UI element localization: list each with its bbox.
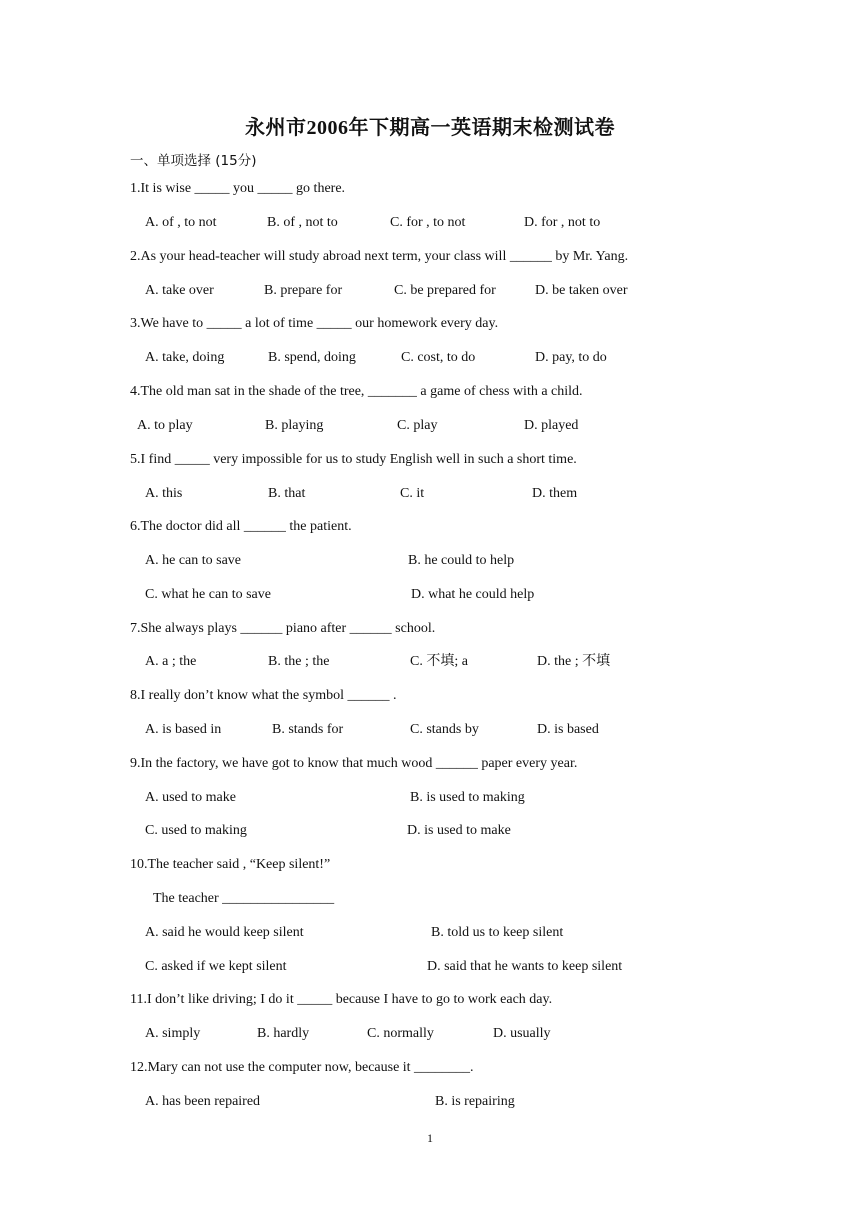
option-a: A. used to make	[145, 790, 236, 805]
option-d: D. the ; 不填	[537, 654, 611, 669]
option-d: D. usually	[493, 1026, 551, 1041]
section-heading: 一、单项选择 (15分)	[130, 153, 257, 169]
option-b: B. that	[268, 486, 306, 501]
option-d: D. what he could help	[411, 587, 535, 602]
option-b: B. prepare for	[264, 283, 343, 298]
question-5-stem: 5.I find _____ very impossible for us to study English well in such a short time.	[130, 452, 577, 467]
option-c: C. stands by	[410, 722, 479, 737]
question-2-stem: 2.As your head-teacher will study abroad next term, your class will ______ by Mr. Yang.	[130, 249, 629, 264]
option-b: B. the ; the	[268, 654, 330, 669]
option-d: D. them	[532, 486, 578, 501]
option-b: B. stands for	[272, 722, 344, 737]
question-12-stem: 12.Mary can not use the computer now, because it ________.	[130, 1060, 474, 1075]
option-b: B. is repairing	[435, 1094, 515, 1109]
question-6-stem: 6.The doctor did all ______ the patient.	[130, 519, 352, 534]
question-3-stem: 3.We have to _____ a lot of time _____ our homework every day.	[130, 316, 499, 331]
option-d: D. said that he wants to keep silent	[427, 959, 623, 974]
option-b: B. of , not to	[267, 215, 338, 230]
option-c: C. normally	[367, 1026, 434, 1041]
option-c: C. for , to not	[390, 215, 466, 230]
option-d: D. pay, to do	[535, 350, 607, 365]
option-c: C. it	[400, 486, 425, 501]
question-10-sub: The teacher ________________	[153, 891, 335, 906]
option-a: A. to play	[137, 418, 193, 433]
option-a: A. is based in	[145, 722, 222, 737]
option-b: B. is used to making	[410, 790, 525, 805]
option-b: B. he could to help	[408, 553, 515, 568]
option-a: A. take over	[145, 283, 214, 298]
option-d: D. for , not to	[524, 215, 601, 230]
question-4-stem: 4.The old man sat in the shade of the tree, _______ a game of chess with a child.	[130, 384, 583, 399]
question-11-stem: 11.I don’t like driving; I do it _____ because I have to go to work each day.	[130, 992, 553, 1007]
option-a: A. this	[145, 486, 183, 501]
page-number: 1	[427, 1131, 433, 1145]
question-7-stem: 7.She always plays ______ piano after ______ school.	[130, 621, 436, 636]
option-c: C. asked if we kept silent	[145, 959, 287, 974]
question-10-stem: 10.The teacher said , “Keep silent!”	[130, 857, 331, 872]
option-c: C. be prepared for	[394, 283, 496, 298]
option-a: A. he can to save	[145, 553, 242, 568]
option-a: A. a ; the	[145, 654, 197, 669]
option-c: C. what he can to save	[145, 587, 271, 602]
question-1-stem: 1.It is wise _____ you _____ go there.	[130, 181, 346, 196]
question-8-stem: 8.I really don’t know what the symbol ______ .	[130, 688, 397, 703]
option-a: A. said he would keep silent	[145, 925, 304, 940]
option-d: D. is used to make	[407, 823, 511, 838]
option-c: C. 不填; a	[410, 654, 468, 669]
option-d: D. is based	[537, 722, 599, 737]
option-a: A. take, doing	[145, 350, 225, 365]
option-d: D. played	[524, 418, 579, 433]
option-d: D. be taken over	[535, 283, 628, 298]
option-c: C. play	[397, 418, 438, 433]
exam-title: 永州市2006年下期高一英语期末检测试卷	[245, 117, 615, 139]
option-b: B. playing	[265, 418, 324, 433]
option-a: A. of , to not	[145, 215, 217, 230]
option-a: A. has been repaired	[145, 1094, 261, 1109]
question-9-stem: 9.In the factory, we have got to know that much wood ______ paper every year.	[130, 756, 578, 771]
option-b: B. told us to keep silent	[431, 925, 564, 940]
option-c: C. used to making	[145, 823, 247, 838]
option-b: B. spend, doing	[268, 350, 356, 365]
option-a: A. simply	[145, 1026, 201, 1041]
option-b: B. hardly	[257, 1026, 310, 1041]
option-c: C. cost, to do	[401, 350, 476, 365]
